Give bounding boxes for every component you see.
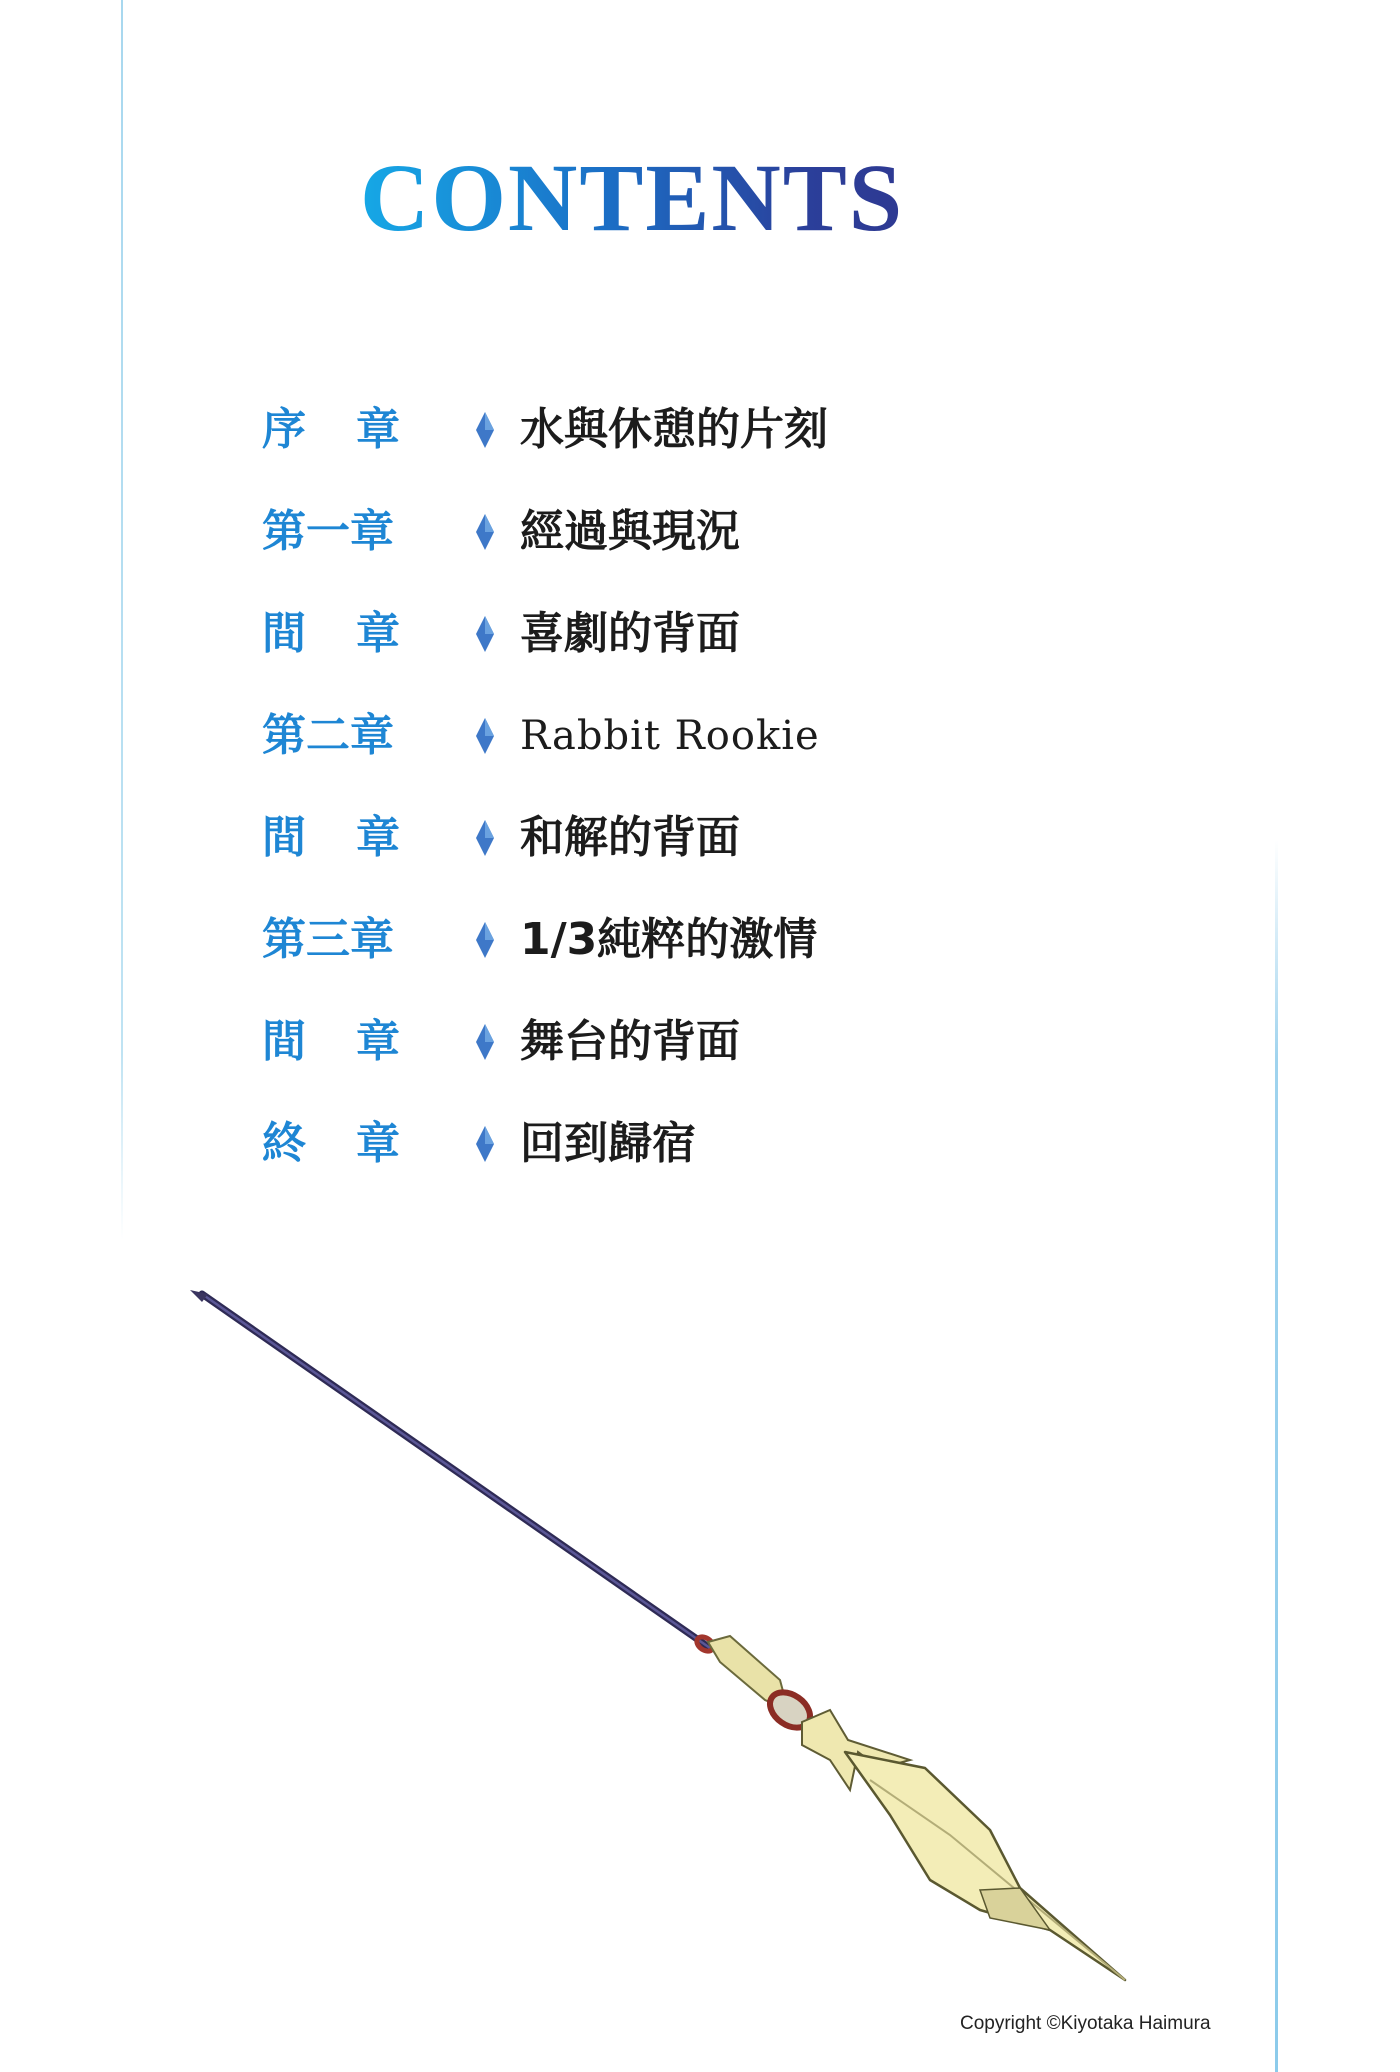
spear-illustration	[190, 1290, 1150, 1990]
chapter-label-char: 間	[262, 812, 306, 863]
toc-entry-title: 喜劇的背面	[520, 608, 740, 659]
diamond-bullet-icon	[476, 412, 494, 448]
diamond-bullet-icon	[476, 1024, 494, 1060]
chapter-label: 第二章	[262, 710, 394, 761]
diamond-bullet-icon	[476, 616, 494, 652]
toc-entry-title: 舞台的背面	[520, 1016, 740, 1067]
diamond-bullet-icon	[476, 718, 494, 754]
chapter-label	[262, 1010, 412, 1074]
toc-row-chapter-3[interactable]	[0, 908, 1400, 988]
chapter-label-char: 間	[262, 1016, 306, 1067]
diamond-bullet-icon	[476, 514, 494, 550]
toc-entry-title: 經過與現況	[520, 506, 740, 557]
toc-row-interlude-2[interactable]	[0, 806, 1400, 886]
page-title: CONTENTS	[360, 150, 1000, 246]
diamond-bullet-icon	[476, 820, 494, 856]
toc-row-chapter-1[interactable]	[0, 500, 1400, 580]
toc-row-interlude-1[interactable]	[0, 602, 1400, 682]
chapter-label-char: 序	[262, 404, 306, 455]
toc-entry-title: 水與休憩的片刻	[520, 404, 828, 455]
chapter-label-char: 章	[356, 1016, 400, 1067]
chapter-label-char: 終	[262, 1118, 306, 1169]
toc-entry-title: Rabbit Rookie	[520, 713, 820, 759]
chapter-label-char: 章	[356, 404, 400, 455]
chapter-label-char: 章	[356, 608, 400, 659]
chapter-label-char: 章	[356, 812, 400, 863]
diamond-bullet-icon	[476, 1126, 494, 1162]
chapter-label	[262, 602, 412, 666]
chapter-label-char: 間	[262, 608, 306, 659]
toc-entry-title: 和解的背面	[520, 812, 740, 863]
toc-row-prologue[interactable]	[0, 398, 1400, 478]
toc-row-chapter-2[interactable]	[0, 704, 1400, 784]
chapter-label	[262, 806, 412, 870]
toc-row-epilogue[interactable]	[0, 1112, 1400, 1192]
toc-entry-title: 回到歸宿	[520, 1118, 696, 1169]
toc-entry-title: 1/3純粹的激情	[520, 914, 818, 965]
chapter-label	[262, 1112, 412, 1176]
chapter-label	[262, 398, 412, 462]
chapter-label: 第一章	[262, 506, 394, 557]
chapter-label-char: 章	[356, 1118, 400, 1169]
copyright-notice: Copyright ©Kiyotaka Haimura	[960, 2013, 1211, 2034]
diamond-bullet-icon	[476, 922, 494, 958]
toc-row-interlude-3[interactable]	[0, 1010, 1400, 1090]
chapter-label: 第三章	[262, 914, 394, 965]
